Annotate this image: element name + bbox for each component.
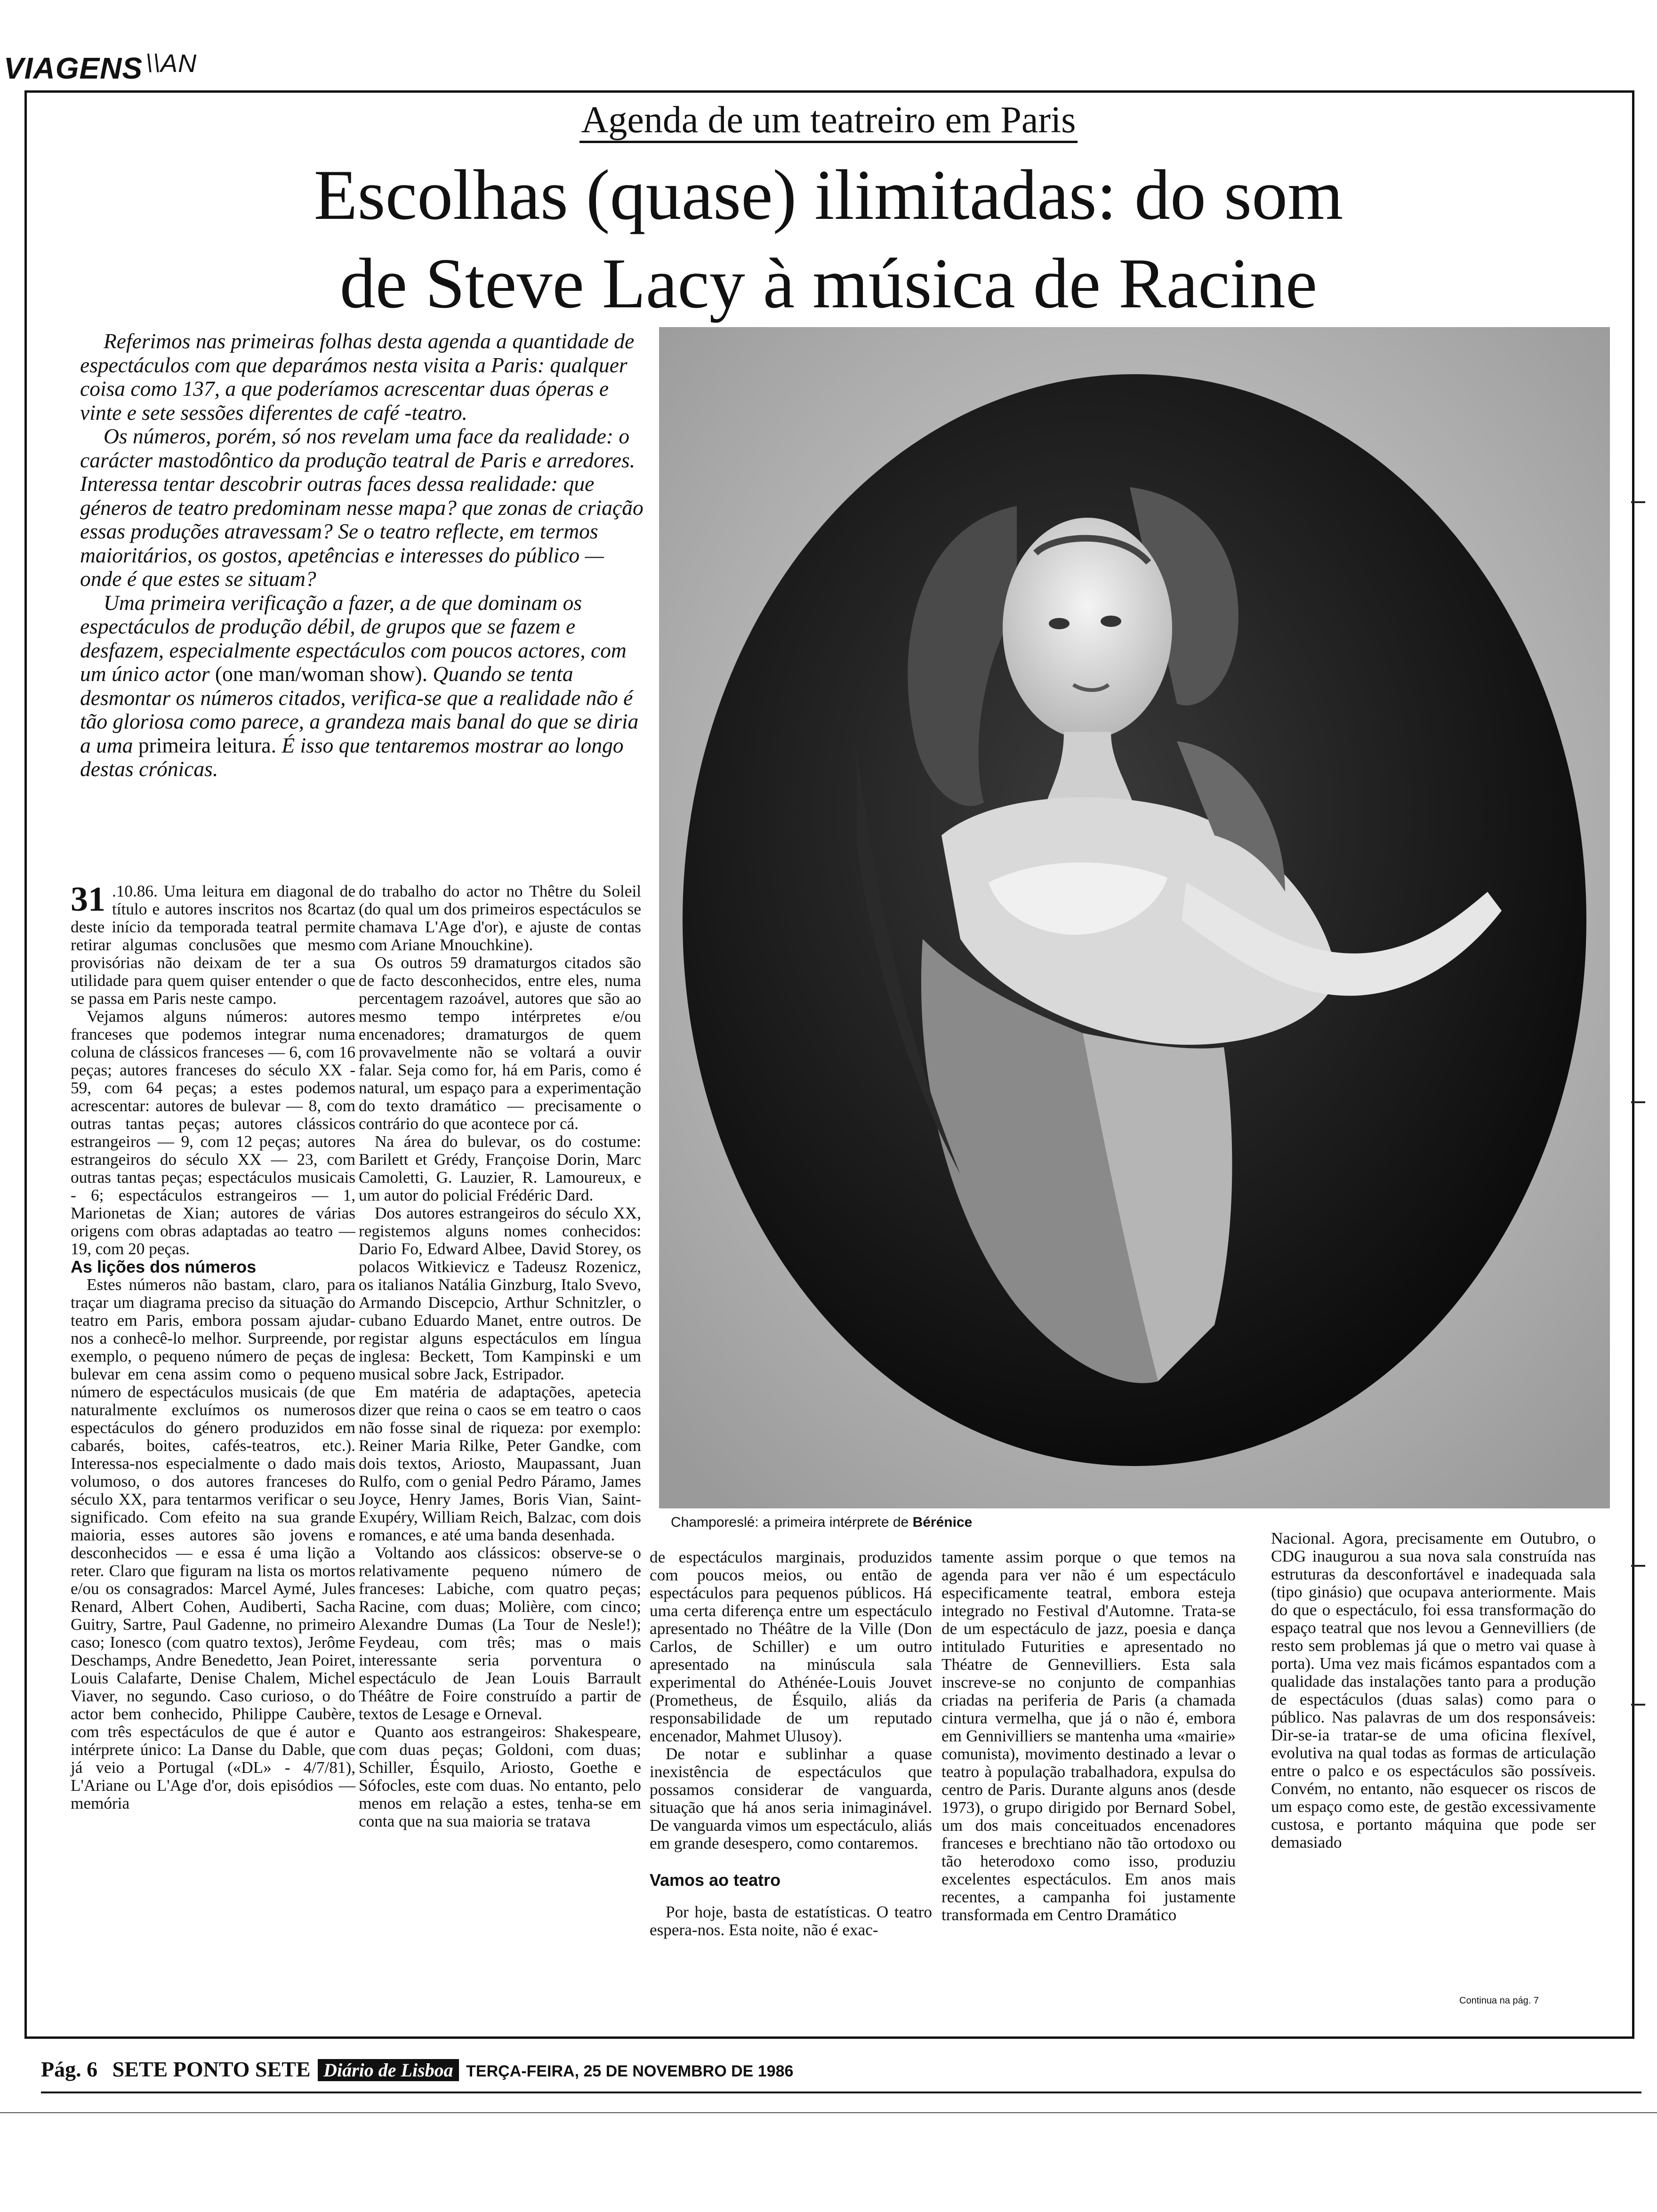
headline: [0, 151, 1657, 328]
lead-paragraph-1: Referimos nas primeiras folhas desta agenda a quantidade de espectáculos com que deparámos nesta visita a Paris: qualquer coisa como 137, a que poderíamos acrescentar duas óperas e vinte e sete sessões diferentes de café -teatro.: [80, 329, 635, 425]
handwritten-scribble: \\AN: [145, 49, 197, 78]
section-tag: VIAGENS $^{\backslash\backslash AN}$: [4, 49, 197, 85]
subhead-licoes: As lições dos números: [71, 1257, 257, 1276]
continued-note: Continua na pág. 7: [1459, 1996, 1539, 2006]
edge-mark: [1631, 1565, 1645, 1567]
article-column-5: [1271, 1530, 1596, 2000]
lead-paragraph-3: Uma primeira verificação a fazer, a de que dominam os espectáculos de produção débil, de grupos que se fazem e desfazem, especialmente espectáculos com poucos actores, com um único actor (one man/woman show). Quando se tenta desmontar os números citados, verifica-se que a realidade não é tão gloriosa como parece, a grandeza mais banal do que se diria a uma primeira leitura. É isso que tentaremos mostrar ao longo destas crónicas.: [80, 590, 639, 781]
bottom-rule: [0, 2112, 1657, 2113]
paragraph: Por hoje, basta de estatísticas. O teatro espera-nos. Esta noite, não é exac-: [650, 1903, 932, 1939]
edge-mark: [1631, 1704, 1645, 1706]
portrait-photo: [659, 327, 1610, 1508]
edge-mark: [1631, 1101, 1645, 1103]
paragraph: Dos autores estrangeiros do século XX, registemos alguns nomes conhecidos: Dario Fo, Edward Albee, David Storey, os polacos Witkievicz e Tadeusz Rozenicz, os italianos Natália Ginzburg, Italo Svevo, Armando Discepcio, Arthur Schnitzler, o cubano Eduardo Manet, entre outros. De registar alguns espectáculos em língua inglesa: Beckett, Tom Kampinski e um musical sobre Jack, Estripador.: [359, 1204, 641, 1383]
supplement-name: SETE PONTO SETE: [112, 2057, 311, 2081]
article-column-4: [941, 1548, 1236, 2019]
page-number: Pág. 6: [41, 2057, 98, 2081]
paragraph: de espectáculos marginais, produzidos com poucos meios, ou então de espectáculos para pequenos públicos. Há uma certa diferença entre um espectáculo apresentado no Théâtre de la Ville (Don Carlos, de Schiller) e um outro apresentado na minúscula sala experimental do Athénée-Louis Jouvet (Prometheus, de Ésquilo, aliás da responsabilidade de um reputado encenador, Mahmet Ulusoy).: [650, 1548, 932, 1745]
publication-date: TERÇA-FEIRA, 25 DE NOVEMBRO DE 1986: [466, 2062, 794, 2080]
drop-number: 31: [71, 880, 105, 919]
footer-rule: [41, 2092, 1641, 2093]
article-column-1: [71, 882, 355, 1960]
photo-caption: Champoreslé: a primeira intérprete de Bérénice: [671, 1515, 973, 1530]
paragraph: Na área do bulevar, os do costume: Barilett et Grédy, Françoise Dorin, Marc Camoletti, G. Lauzier, R. Lamoureux, e um autor do policial Frédéric Dard.: [359, 1132, 641, 1204]
paragraph: Nacional. Agora, precisamente em Outubro, o CDG inaugurou a sua nova sala construída nas estruturas da desconfortável e inadequada sala (tipo ginásio) que ocupava anteriormente. Mais do que o espectáculo, foi essa transformação do espaço teatral que nos levou a Gennevilliers (de resto sem problemas já que o metro vai quase à porta). Uma vez mais ficámos espantados com a qualidade das instalações tanto para a produção de espectáculos (duas salas) como para o público. Nas palavras de um dos responsáveis: Dir-se-ia tratar-se de uma oficina flexível, evolutiva na qual todas as formas de articulação entre o palco e os espectáculos são possíveis. Convém, no entanto, não esquecer os riscos de um espaço como este, de gestão excessivamente custosa, e portanto máquina que pode ser demasiado: [1271, 1529, 1596, 1851]
lead-paragraph-2: Os números, porém, só nos revelam uma face da realidade: o carácter mastodôntico da produção teatral de Paris e arredores. Interessa tentar descobrir outras faces dessa realidade: que géneros de teatro predominam nesse mapa? que zonas de criação essas produções atravessam? Se o teatro reflecte, em termos maioritários, os gostos, apetências e interesses do público — onde é que estes se situam?: [80, 424, 643, 591]
subhead-vamos: Vamos ao teatro: [650, 1870, 781, 1890]
portrait-illustration: [659, 327, 1610, 1508]
paragraph: Em matéria de adaptações, apetecia dizer que reina o caos se em teatro o caos não fosse sinal de riqueza: por exemplo: Reiner Maria Rilke, Peter Gandke, com dois textos, Ariosto, Maupassant, Juan Rulfo, com o genial Pedro Páramo, James Joyce, Henry James, Boris Vian, Saint-Exupéry, William Reich, Balzac, com dois romances, e até uma banda desenhada.: [359, 1383, 641, 1544]
paragraph: Quanto aos estrangeiros: Shakespeare, com duas peças; Goldoni, com duas; Schiller, Ésquilo, Ariosto, Goethe e Sófocles, este com duas. No entanto, pelo menos em relação a estes, tenha-se em conta que na sua maioria se tratava: [359, 1723, 641, 1830]
paragraph: De notar e sublinhar a quase inexistência de espectáculos que possamos considerar de vanguarda, situação que há anos seria inimaginável. De vanguarda vimos um espectáculo, aliás em grande desespero, como contaremos.: [650, 1745, 932, 1852]
paragraph: Vejamos alguns números: autores franceses que podemos integrar numa coluna de clássicos franceses — 6, com 16 peças; autores franceses do século XX - 59, com 64 peças; a estes podemos acrescentar: autores de bulevar — 8, com outras tantas peças; autores clássicos estrangeiros — 9, com 12 peças; autores estrangeiros do século XX — 23, com outras tantas peças; espectáculos musicais - 6; espectáculos estrangeiros — 1, Marionetas de Xian; autores de várias origens com obras adaptadas ao teatro — 19, com 20 peças.: [71, 1007, 355, 1258]
kicker: Agenda de um teatreiro em Paris: [0, 99, 1657, 142]
article-column-2: [359, 882, 641, 1960]
paragraph: Estes números não bastam, claro, para traçar um diagrama preciso da situação do teatro em Paris, embora possam ajudar-nos a conhecê-lo melhor. Surpreende, por exemplo, o pequeno número de peças de bulevar em cena assim como o pequeno número de espectáculos musicais (de que naturalmente excluímos os numerosos espectáculos do género produzidos em cabarés, boites, cafés-teatros, etc.). Interessa-nos especialmente o dado mais volumoso, o dos autores franceses do século XX, para tentarmos verificar o seu significado. Com efeito na sua grande maioria, esses autores são jovens e desconhecidos — e essa é uma lição a reter. Claro que figuram na lista os mortos e/ou os consagrados: Marcel Aymé, Jules Renard, Albert Cohen, Audiberti, Sacha Guitry, Sartre, Paul Gadenne, no primeiro caso; Ionesco (com quatro textos), Jerôme Deschamps, Andre Benedetto, Jean Poiret, Louis Calafarte, Denise Chalem, Michel Viaver, no segundo. Caso curioso, o do actor bem conhecido, Philippe Caubère, com três espectáculos de que é autor e intérprete único: La Danse du Dable, que já veio a Portugal («DL» - 4/7/81), L'Ariane ou L'Age d'or, dois episódios — memória: [71, 1275, 355, 1812]
page-footer: [41, 2057, 793, 2082]
headline-line1: Escolhas (quase) ilimitadas: do som: [314, 155, 1343, 234]
lead-paragraphs: [80, 329, 645, 781]
paragraph: tamente assim porque o que temos na agenda para ver não é um espectáculo especificamente teatral, embora esteja integrado no Festival d'Automne. Trata-se de um espectáculo de jazz, poesia e dança intitulado Futurities e apresentado no Théatre de Gennevilliers. Esta sala inscreve-se no conjunto de companhias criadas na periferia de Paris (a chamada cintura vermelha, que já o não é, embora em Gennivilliers se mantenha uma «mairie» comunista), movimento destinado a levar o teatro à população trabalhadora, expulsa do centro de Paris. Durante alguns anos (desde 1973), o grupo dirigido por Bernard Sobel, um dos mais conceituados encenadores franceses e brechtiano não tão ortodoxo ou tão heterodoxo como isso, produziu excelentes espectáculos. Em anos mais recentes, a campanha foi justamente transformada em Centro Dramático: [941, 1548, 1236, 1924]
edge-mark: [1631, 501, 1645, 503]
paragraph: do trabalho do actor no Thêtre du Soleil (do qual um dos primeiros espectáculos se chamava L'Age d'or), e ajuste de contas com Ariane Mnouchkine).: [359, 882, 641, 954]
headline-line2: de Steve Lacy à música de Racine: [339, 244, 1318, 323]
article-column-3: [650, 1548, 932, 2019]
paragraph: Voltando aos clássicos: observe-se o relativamente pequeno número de franceses: Labiche, com quatro peças; Racine, com duas; Molière, com cinco; Alexandre Dumas (La Tour de Nesle!); Feydeau, com três; mas o mais interessante seria porventura o espectáculo de Jean Louis Barrault Théâtre de Foire construído a partir de textos de Lesage e Orneval.: [359, 1544, 641, 1723]
paragraph: Os outros 59 dramaturgos citados são de facto desconhecidos, entre eles, numa percentagem razoável, autores que são ao mesmo tempo intérpretes e/ou encenadores; dramaturgos de quem provavelmente não se voltará a ouvir falar. Seja como for, há em Paris, como é natural, um espaço para a experimentação do texto dramático — precisamente o contrário do que acontece por cá.: [359, 954, 641, 1133]
newspaper-masthead: Diário de Lisboa: [318, 2059, 459, 2081]
dateline-paragraph: 31 .10.86. Uma leitura em diagonal de título e autores inscritos nos 8cartaz deste início da temporada teatral permite retirar algumas conclusões que mesmo provisórias não deixam de ter a sua utilidade para quem quiser entender o que se passa em Paris neste campo.: [71, 880, 355, 1008]
